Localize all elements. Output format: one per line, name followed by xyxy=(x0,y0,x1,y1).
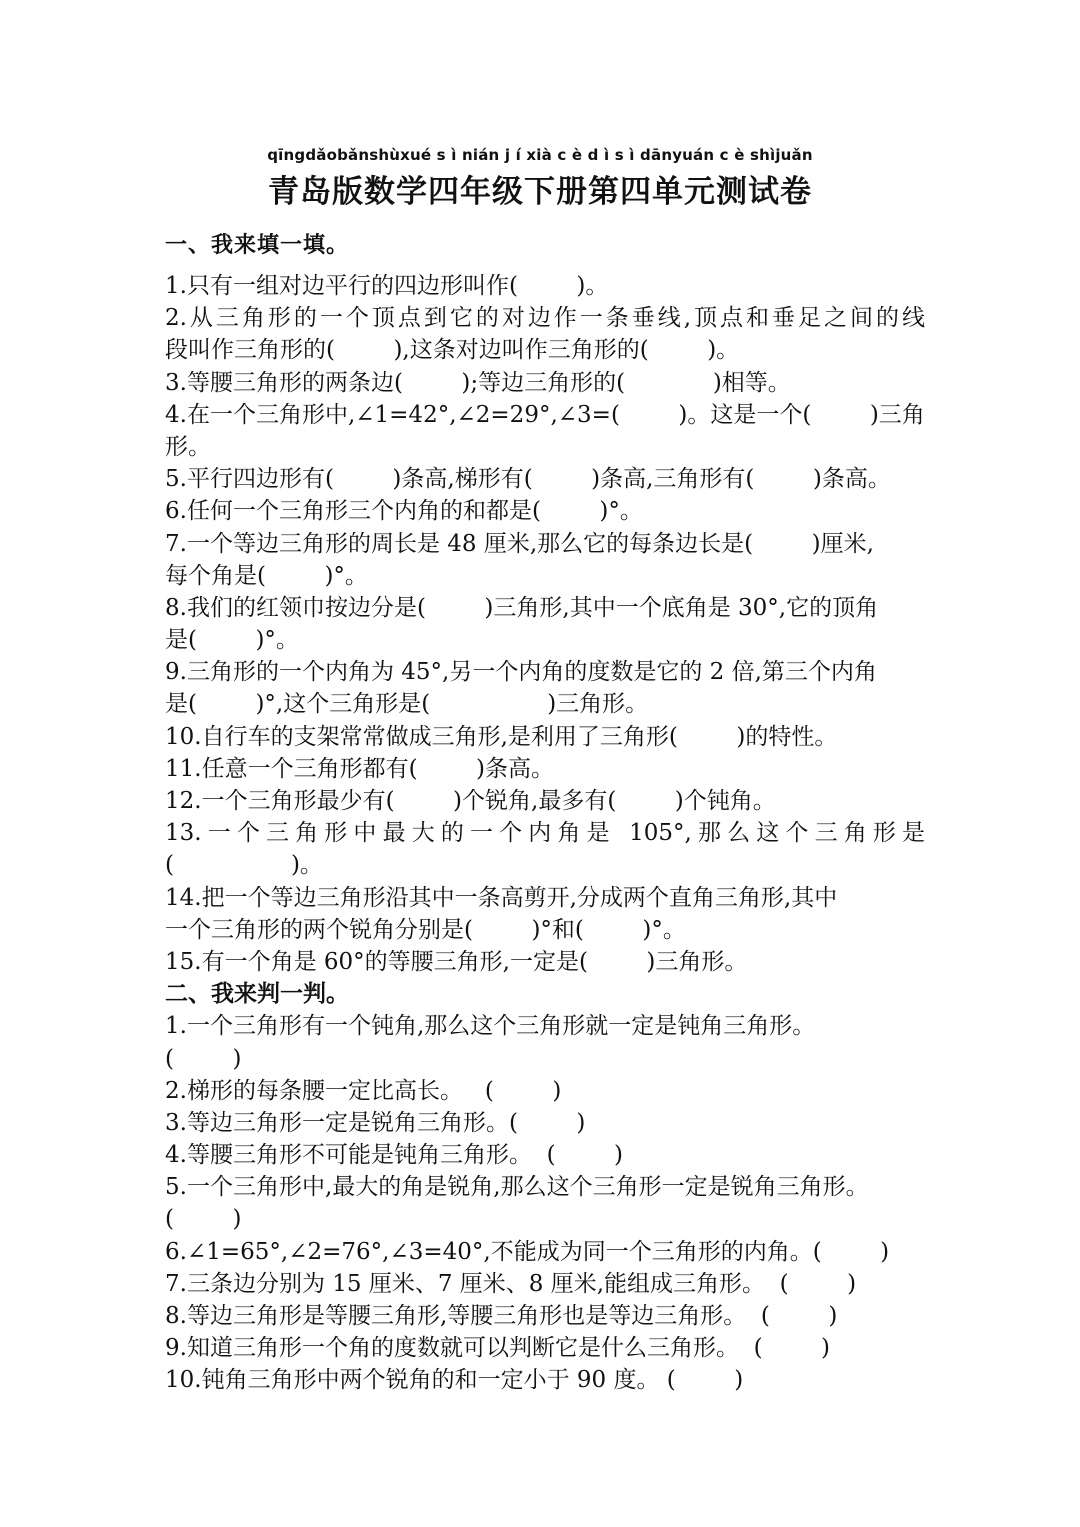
s1-line-12: 是( )°。 xyxy=(165,627,299,654)
question-lines xyxy=(165,270,925,1397)
s2-line-4: 3.等边三角形一定是锐角三角形。( ) xyxy=(165,1109,586,1136)
s1-line-10: 每个角是( )°。 xyxy=(165,562,368,589)
s2-line-9: 7.三条边分别为 15 厘米、7 厘米、8 厘米,能组成三角形。 ( ) xyxy=(165,1270,857,1297)
s1-line-9: 7.一个等边三角形的周长是 48 厘米,那么它的每条边长是( )厘米, xyxy=(165,530,874,557)
s1-line-4: 3.等腰三角形的两条边( );等边三角形的( )相等。 xyxy=(165,369,791,396)
s1-line-16: 11.任意一个三角形都有( )条高。 xyxy=(165,755,555,782)
s2-line-10: 8.等边三角形是等腰三角形,等腰三角形也是等边三角形。 ( ) xyxy=(165,1303,838,1329)
s1-line-22: 15.有一个角是 60°的等腰三角形,一定是( )三角形。 xyxy=(165,948,748,975)
s2-line-8: 6.∠1=65°,∠2=76°,∠3=40°,不能成为同一个三角形的内角。( ) xyxy=(165,1238,890,1265)
s1-line-17: 12.一个三角形最少有( )个锐角,最多有( )个钝角。 xyxy=(165,788,776,814)
s1-line-5: 4.在一个三角形中,∠1=42°,∠2=29°,∠3=( )。这是一个( )三角 xyxy=(165,401,925,428)
s2-line-11: 9.知道三角形一个角的度数就可以判断它是什么三角形。 ( ) xyxy=(165,1335,831,1362)
section-2-heading: 二、我来判一判。 xyxy=(165,980,349,1008)
s1-line-21: 一个三角形的两个锐角分别是( )°和( )°。 xyxy=(165,916,686,943)
s1-line-19: ( )。 xyxy=(165,852,323,879)
s2-line-6: 5.一个三角形中,最大的角是锐角,那么这个三角形一定是锐角三角形。 xyxy=(165,1174,869,1201)
s1-line-3: 段叫作三角形的( ),这条对边叫作三角形的( )。 xyxy=(165,337,740,364)
s1-line-6: 形。 xyxy=(165,433,211,460)
s1-line-15: 10.自行车的支架常常做成三角形,是利用了三角形( )的特性。 xyxy=(165,723,838,750)
s1-line-13: 9.三角形的一个内角为 45°,另一个内角的度数是它的 2 倍,第三个内角 xyxy=(165,659,877,686)
s1-line-14: 是( )°,这个三角形是( )三角形。 xyxy=(165,691,649,718)
page-title: 青岛版数学四年级下册第四单元测试卷 xyxy=(268,174,812,210)
s1-line-11: 8.我们的红领巾按边分是( )三角形,其中一个底角是 30°,它的顶角 xyxy=(165,594,879,621)
s2-line-12: 10.钝角三角形中两个锐角的和一定小于 90 度。 ( ) xyxy=(165,1367,744,1394)
s1-line-20: 14.把一个等边三角形沿其中一条高剪开,分成两个直角三角形,其中 xyxy=(165,884,838,911)
s1-line-7: 5.平行四边形有( )条高,梯形有( )条高,三角形有( )条高。 xyxy=(165,466,891,493)
s1-line-1: 1.只有一组对边平行的四边形叫作( )。 xyxy=(165,273,609,299)
s2-line-5: 4.等腰三角形不可能是钝角三角形。 ( ) xyxy=(165,1142,624,1169)
s2-line-2: ( ) xyxy=(165,1045,242,1072)
section-1-heading: 一、我来填一填。 xyxy=(165,232,350,258)
s1-line-8: 6.任何一个三角形三个内角的和都是( )°。 xyxy=(165,498,643,525)
s2-line-1: 1.一个三角形有一个钝角,那么这个三角形就一定是钝角三角形。 xyxy=(165,1013,816,1040)
title-pinyin: qīngdǎobǎnshùxué s ì nián j í xià c è d ì s ì dānyuán c è shìjuǎn xyxy=(267,146,813,164)
s1-line-18: 13.一个三角形中最大的一个内角是 105°,那么这个三角形是 xyxy=(165,820,925,847)
s2-line-7: ( ) xyxy=(165,1206,242,1233)
s1-line-2: 2.从三角形的一个顶点到它的对边作一条垂线,顶点和垂足之间的线 xyxy=(165,305,925,332)
s2-line-3: 2.梯形的每条腰一定比高长。 ( ) xyxy=(165,1077,562,1104)
